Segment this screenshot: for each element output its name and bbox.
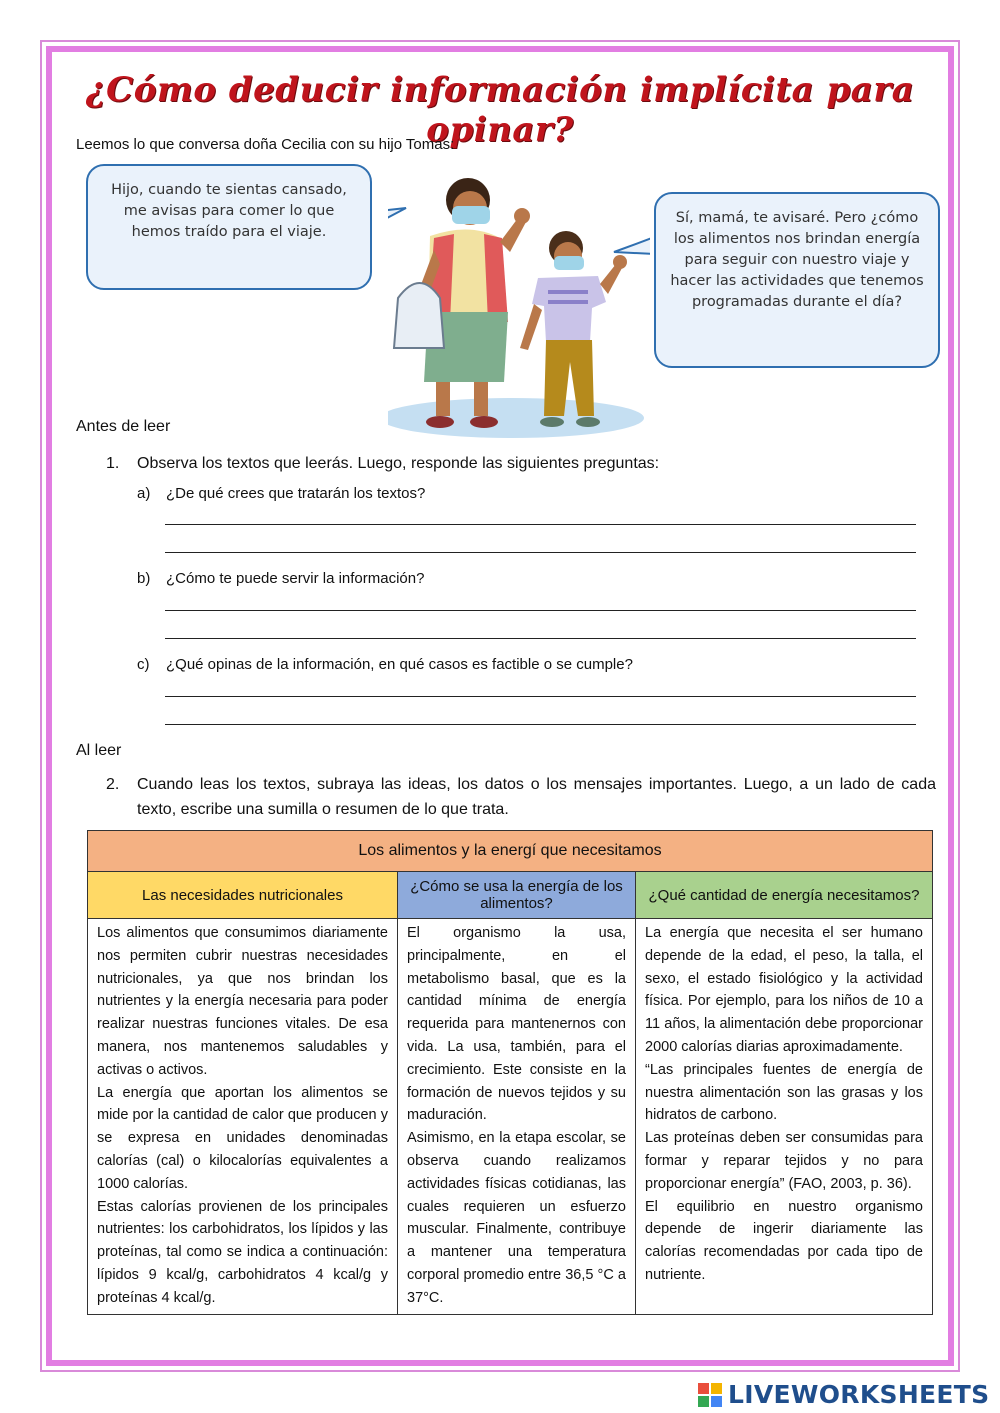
paragraph: Estas calorías provienen de los principales nutrientes: los carbohidratos, los lípidos y las proteínas, tal como se indica a continuación: lípidos 9 kcal/g, carbohidratos 4 kcal/g y proteínas 4 kcal/g. (97, 1198, 388, 1306)
question-text: Observa los textos que leerás. Luego, responde las siguientes preguntas: (137, 455, 660, 472)
question-2 (106, 772, 936, 822)
while-reading-heading: Al leer (76, 742, 122, 759)
energy-use-text (398, 919, 636, 1315)
sub-question-text: ¿De qué crees que tratarán los textos? (166, 485, 426, 502)
answer-line[interactable] (165, 724, 916, 725)
question-1 (106, 451, 936, 476)
sub-question-b (137, 570, 424, 587)
energy-amount-text (636, 919, 933, 1315)
sub-question-a (137, 485, 425, 502)
ground-shadow (388, 398, 644, 438)
column-header-nutritional-needs: Las necesidades nutricionales (88, 872, 398, 919)
son-bubble-tail (614, 238, 650, 254)
answer-line[interactable] (165, 638, 916, 639)
mother-speech-bubble: Hijo, cuando te sientas cansado, me avisas para comer lo que hemos traído para el viaje. (86, 164, 372, 290)
sub-question-text: ¿Cómo te puede servir la información? (166, 570, 425, 587)
sub-question-letter: a) (137, 485, 151, 502)
paragraph: La energía que necesita el ser humano depende de la edad, el peso, la talla, el sexo, el estado fisiológico y la actividad física. Por ejemplo, para los niños de 10 a 11 años, la alimentación debe proporcionar 2000 calorías diarias aproximadamente. (645, 925, 923, 1055)
question-text: Cuando leas los textos, subraya las ideas, los datos o los mensajes importantes. Luego, a un lado de cada texto, escribe una sumilla o resumen de lo que trata. (137, 776, 936, 818)
answer-line[interactable] (165, 552, 916, 553)
answer-line[interactable] (165, 696, 916, 697)
mother-figure (394, 178, 530, 428)
son-speech-bubble: Sí, mamá, te avisaré. Pero ¿cómo los alimentos nos brindan energía para seguir con nuestro viaje y hacer las actividades que tenemos programadas durante el día? (654, 192, 940, 368)
brand-name: LIVEWORKSHEETS (728, 1380, 990, 1409)
question-number: 2. (106, 776, 120, 793)
son-figure (520, 231, 627, 427)
answer-line[interactable] (165, 610, 916, 611)
column-header-energy-amount: ¿Qué cantidad de energía necesitamos? (636, 872, 933, 919)
intro-text: Leemos lo que conversa doña Cecilia con su hijo Tomás: (76, 136, 455, 153)
nutrition-table (87, 830, 933, 1315)
paragraph: La energía que aportan los alimentos se mide por la cantidad de calor que producen y se expresa en unidades denominadas calorías (cal) o kilocalorías equivalentes a 1000 calorías. (97, 1084, 388, 1192)
answer-line[interactable] (165, 524, 916, 525)
paragraph: El organismo la usa, principalmente, en el metabolismo basal, que es la cantidad mínima de energía requerida para mantenernos con vida. La usa, también, para el crecimiento. Este consiste en la formación de nuevos tejidos y su maduración. (407, 925, 626, 1124)
liveworksheets-logo[interactable] (694, 1378, 994, 1408)
before-reading-heading: Antes de leer (76, 418, 171, 435)
sub-question-letter: b) (137, 570, 151, 587)
paragraph: “Las principales fuentes de energía de nuestra alimentación son las grasas y los hidratos de carbono. (645, 1061, 923, 1124)
worksheet-title: ¿Cómo deducir información implícita para opinar? (85, 70, 915, 150)
sub-question-text: ¿Qué opinas de la información, en qué casos es factible o se cumple? (166, 656, 633, 673)
paragraph: Las proteínas deben ser consumidas para formar y reparar tejidos y no para proporcionar energía” (FAO, 2003, p. 36). (645, 1130, 923, 1192)
paragraph: El equilibrio en nuestro organismo depende de ingerir diariamente las calorías recomendadas por cada tipo de nutriente. (645, 1198, 923, 1283)
mother-bubble-tail (388, 208, 406, 226)
paragraph: Los alimentos que consumimos diariamente nos permiten cubrir nuestras necesidades nutricionales, ya que nos brindan los nutrientes y la energía necesaria para poder realizar nuestras funciones vitales. De esa manera, nos mantenemos saludables y activas o activos. (97, 925, 388, 1078)
sub-question-letter: c) (137, 656, 150, 673)
column-header-energy-use: ¿Cómo se usa la energía de los alimentos? (398, 872, 636, 919)
table-title: Los alimentos y la energí que necesitamos (88, 831, 933, 872)
mother-and-son-illustration (388, 172, 650, 438)
nutritional-needs-text (88, 919, 398, 1315)
logo-icon (698, 1383, 722, 1407)
paragraph: Asimismo, en la etapa escolar, se observa cuando realizamos actividades físicas cotidianas, las cuales requieren un esfuerzo muscular. Finalmente, contribuye a mantener una temperatura corporal promedio entre 36,5 °C a 37°C. (407, 1130, 626, 1306)
sub-question-c (137, 656, 633, 673)
question-number: 1. (106, 455, 120, 472)
